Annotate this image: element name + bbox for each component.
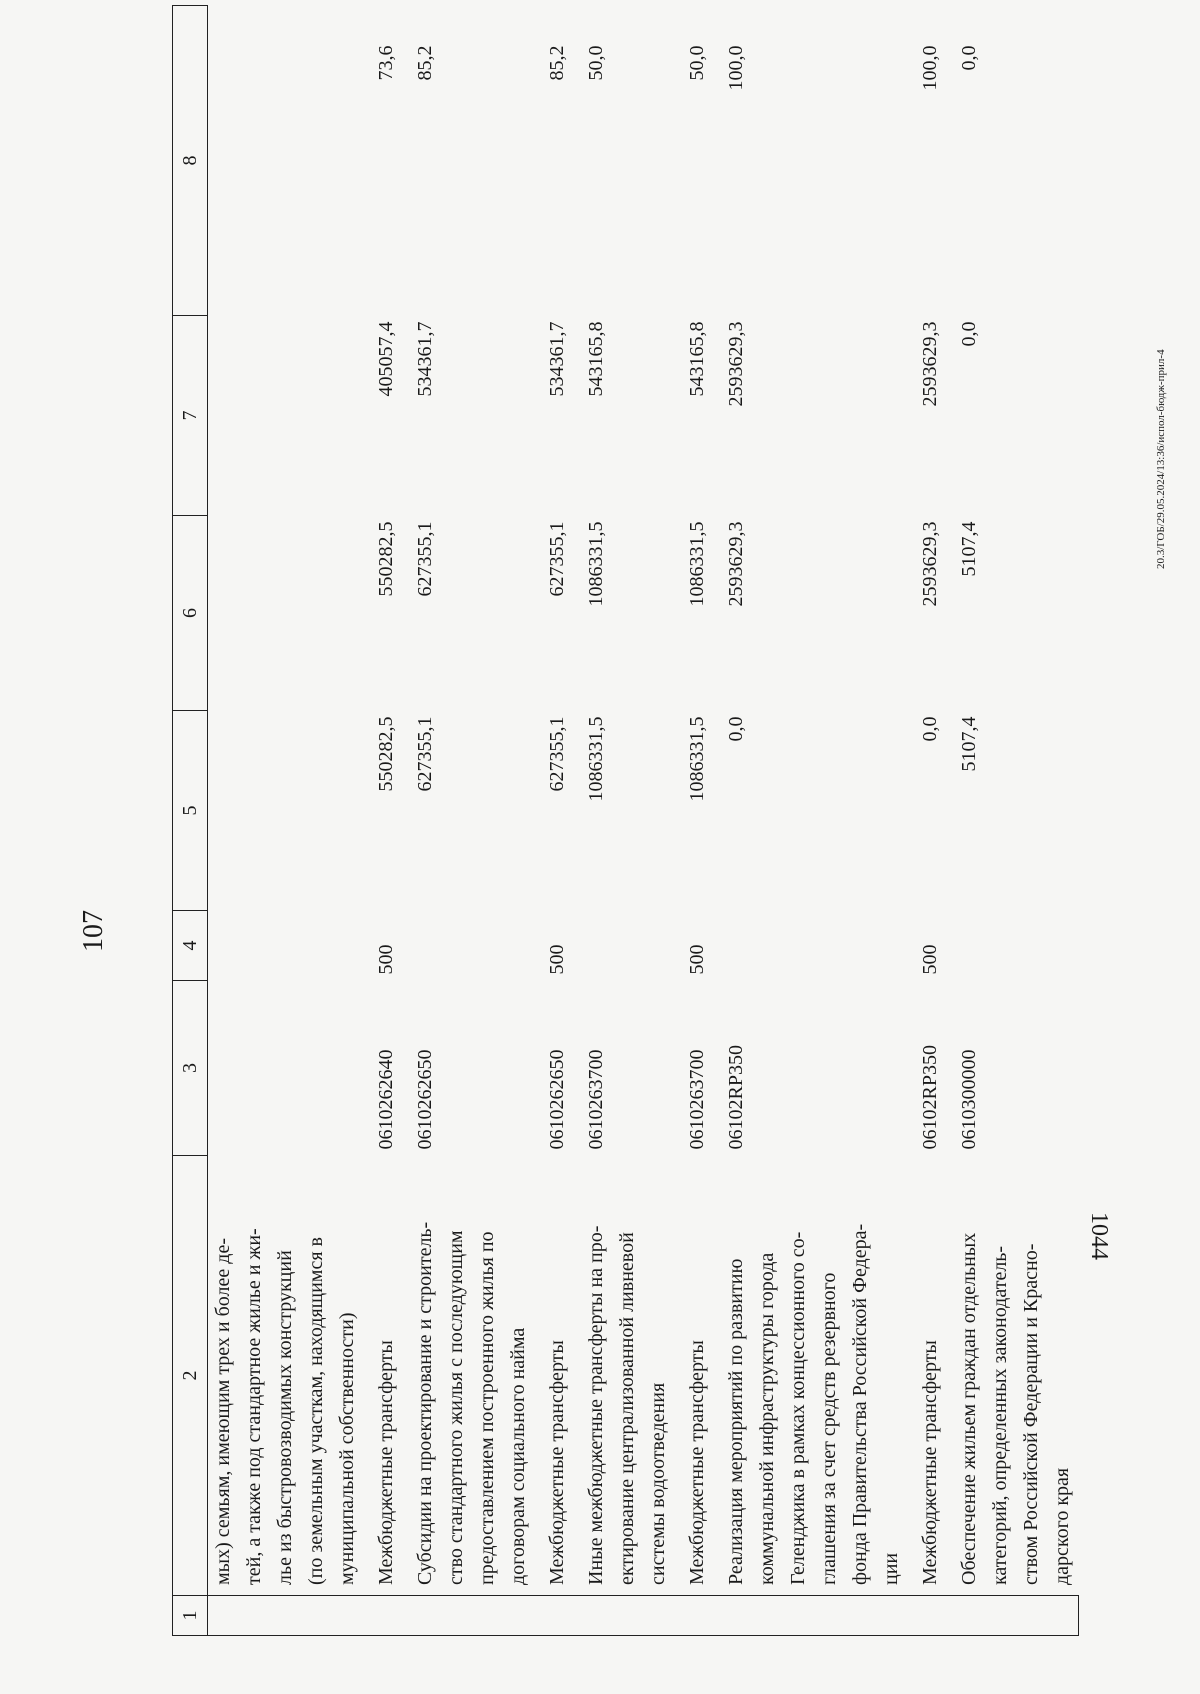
cell-code: 06102RP350 <box>919 1045 941 1150</box>
cell-expense-type <box>208 911 364 981</box>
table-row <box>581 6 674 1636</box>
cell-col6: 1086331,5 <box>585 521 607 607</box>
cell-col1 <box>721 1596 907 1636</box>
cell-col7: 543165,8 <box>686 321 708 397</box>
cell-col1 <box>954 1596 1078 1636</box>
cell-col8: 73,6 <box>375 45 397 81</box>
cell-col6: 550282,5 <box>375 521 397 597</box>
cell-col8: 100,0 <box>919 45 941 91</box>
cell-description: Межбюджетные трансферты <box>375 1340 397 1585</box>
cell-code: 0610262650 <box>414 1049 436 1150</box>
corner-page-number: 1044 <box>1086 1212 1112 1260</box>
row-gap <box>907 6 915 1636</box>
cell-col5: 550282,5 <box>375 716 397 792</box>
cell-expense-type <box>721 911 907 981</box>
cell-code: 06102RP350 <box>725 1045 747 1150</box>
cell-col7: 534361,7 <box>546 321 568 397</box>
cell-expense-type <box>581 911 674 981</box>
cell-code: 0610262650 <box>546 1049 568 1150</box>
cell-code <box>208 981 364 1156</box>
cell-col6: 627355,1 <box>546 521 568 597</box>
cell-col8 <box>208 6 364 316</box>
cell-col1 <box>410 1596 534 1636</box>
table-row <box>682 6 713 1636</box>
row-gap <box>573 6 581 1636</box>
cell-description: Межбюджетные трансферты <box>686 1340 708 1585</box>
cell-col7: 2593629,3 <box>725 321 747 407</box>
cell-col6 <box>208 516 364 711</box>
row-gap <box>402 6 410 1636</box>
cell-col5: 627355,1 <box>546 716 568 792</box>
cell-col5: 5107,4 <box>958 716 980 772</box>
cell-col7: 405057,4 <box>375 321 397 397</box>
cell-col1 <box>581 1596 674 1636</box>
cell-expense-type <box>410 911 534 981</box>
cell-col1 <box>371 1596 402 1636</box>
cell-col1 <box>915 1596 946 1636</box>
cell-expense-type: 500 <box>546 944 568 975</box>
cell-col7: 543165,8 <box>585 321 607 397</box>
cell-col5 <box>208 711 364 911</box>
cell-col1 <box>542 1596 573 1636</box>
cell-col8: 85,2 <box>546 45 568 81</box>
column-number: 4 <box>173 911 208 981</box>
table-row <box>542 6 573 1636</box>
table-row <box>371 6 402 1636</box>
table-row <box>721 6 907 1636</box>
cell-col7: 0,0 <box>958 321 980 347</box>
cell-col8: 50,0 <box>585 45 607 81</box>
column-number: 1 <box>173 1596 208 1636</box>
table-row <box>954 6 1078 1636</box>
cell-col5: 0,0 <box>725 716 747 742</box>
cell-col6: 5107,4 <box>958 521 980 577</box>
cell-col8: 85,2 <box>414 45 436 81</box>
cell-description: мых) семьям, имеющим трех и более де- тей, а также под стандартное жилье и жи- лье из быстровозводимых конструкций (по земельным участкам, находящимся в муниципальной собственности) <box>212 1228 358 1585</box>
cell-expense-type <box>954 911 1078 981</box>
cell-code: 0610300000 <box>958 1049 980 1150</box>
cell-description: Межбюджетные трансферты <box>919 1340 941 1585</box>
cell-col6: 1086331,5 <box>686 521 708 607</box>
cell-col7: 2593629,3 <box>919 321 941 407</box>
cell-col8: 50,0 <box>686 45 708 81</box>
cell-col5: 0,0 <box>919 716 941 742</box>
cell-col8: 100,0 <box>725 45 747 91</box>
table-row <box>410 6 534 1636</box>
row-gap <box>674 6 682 1636</box>
cell-col5: 627355,1 <box>414 716 436 792</box>
cell-col7: 534361,7 <box>414 321 436 397</box>
cell-col5: 1086331,5 <box>585 716 607 802</box>
cell-code: 0610263700 <box>686 1049 708 1150</box>
cell-col8: 0,0 <box>958 45 980 71</box>
row-gap <box>534 6 542 1636</box>
cell-code: 0610262640 <box>375 1049 397 1150</box>
cell-col6: 627355,1 <box>414 521 436 597</box>
cell-expense-type: 500 <box>686 944 708 975</box>
cell-description: Субсидии на проектирование и строитель- ство стандартного жилья с последующим предоставлением построенного жилья по договорам социального найма <box>414 1221 529 1585</box>
cell-description: Иные межбюджетные трансферты на про- ектирование централизованной ливневой системы водоотведения <box>585 1225 669 1585</box>
cell-col6: 2593629,3 <box>725 521 747 607</box>
column-number: 5 <box>173 711 208 911</box>
row-gap <box>946 6 954 1636</box>
table-row <box>915 6 946 1636</box>
column-numbers-row <box>173 6 208 1636</box>
cell-col1 <box>208 1596 364 1636</box>
cell-col1 <box>682 1596 713 1636</box>
cell-col5: 1086331,5 <box>686 716 708 802</box>
cell-col7 <box>208 316 364 516</box>
column-number: 2 <box>173 1156 208 1596</box>
column-number: 7 <box>173 316 208 516</box>
cell-description: Обеспечение жильем граждан отдельных категорий, определенных законодатель- ством Российской Федерации и Красно- дарского края <box>958 1232 1073 1585</box>
column-number: 3 <box>173 981 208 1156</box>
table-row <box>208 6 364 1636</box>
row-gap <box>363 6 371 1636</box>
cell-description: Межбюджетные трансферты <box>546 1340 568 1585</box>
cell-col6: 2593629,3 <box>919 521 941 607</box>
page-number: 107 <box>78 910 109 952</box>
cell-description: Реализация мероприятий по развитию коммунальной инфраструктуры города Геленджика в рамках концессионного со- глашения за счет средств резервного фонда Правительства Российской Федера- ции <box>725 1223 902 1585</box>
footer-file-path: 20.3/ГОБ/29.05.2024/13:36/испол-бюдж-прил-4 <box>1155 349 1167 569</box>
column-number: 8 <box>173 6 208 316</box>
row-gap <box>713 6 721 1636</box>
cell-expense-type: 500 <box>375 944 397 975</box>
cell-expense-type: 500 <box>919 944 941 975</box>
cell-code: 0610263700 <box>585 1049 607 1150</box>
column-number: 6 <box>173 516 208 711</box>
budget-table <box>172 5 1079 1636</box>
